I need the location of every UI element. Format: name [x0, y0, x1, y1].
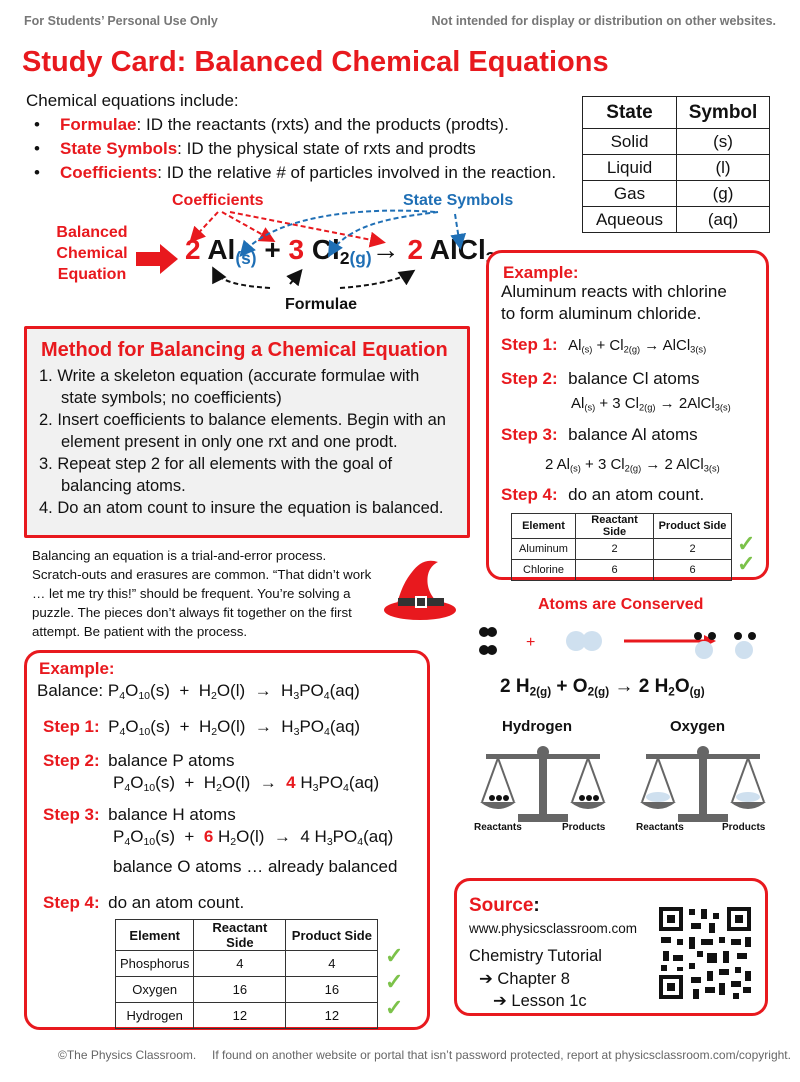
page-title: Study Card: Balanced Chemical Equations	[22, 46, 609, 78]
table-row: Gas (g)	[583, 181, 770, 207]
atom-count-table: Element Reactant Side Product Side Phosphorus 4 4 Oxygen 16 16 Hydrogen 12 12	[115, 919, 378, 1029]
header-right: Not intended for display or distribution on other websites.	[431, 14, 776, 28]
table-row: Oxygen 16 16	[116, 977, 378, 1003]
reactants-label: Reactants	[474, 822, 522, 833]
table-row: Hydrogen 12 12	[116, 1003, 378, 1029]
qr-code-icon[interactable]	[657, 905, 753, 1001]
example-step-3: Step 3: balance Al atoms	[501, 425, 698, 444]
table-header: Symbol	[677, 97, 770, 129]
example-heading: Example:	[39, 659, 115, 678]
method-steps	[39, 365, 459, 519]
header-left: For Students’ Personal Use Only	[24, 14, 218, 28]
formulae-label: Formulae	[285, 296, 358, 313]
state-symbols-label: State Symbols	[403, 192, 514, 209]
svg-text:+: +	[526, 634, 536, 651]
example-step-2: Step 2: balance P atoms	[43, 751, 235, 770]
witch-hat-icon	[382, 552, 458, 624]
example-balance-line: Balance: $P_4O_{10}(s) + H_2O(l) \to H_3PO_4(aq)$	[37, 681, 360, 702]
trial-and-error-note: Balancing an equation is a trial-and-error process. Scratch-outs and erasures are common. “That didn’t work … let me try this!” should be frequent. You’re solving a puzzle. The pieces don’t always fit together on the first attempt. Be patient with the process.	[32, 548, 372, 639]
coefficients-label: Coefficients	[172, 192, 264, 209]
example-phosphorus-panel	[24, 650, 430, 1030]
list-item: • Coefficients: ID the relative # of particles involved in the reaction.	[34, 161, 574, 185]
table-row: Chlorine 6 6	[512, 560, 732, 581]
check-icon: ✓	[385, 969, 404, 994]
table-row: Solid (s)	[583, 129, 770, 155]
products-label: Products	[562, 822, 606, 833]
table-header: State	[583, 97, 677, 129]
table-row: Phosphorus 4 4	[116, 951, 378, 977]
list-item: 1. Write a skeleton equation (accurate formulae with state symbols; no coefficients)	[39, 367, 420, 407]
molecule-diagram	[476, 624, 776, 664]
hydrogen-label: Hydrogen	[502, 718, 573, 735]
component-list	[34, 113, 574, 185]
source-tutorial: Chemistry Tutorial	[469, 947, 602, 965]
table-row: Aqueous (aq)	[583, 207, 770, 233]
source-chapter: ➔ Chapter 8	[479, 970, 570, 988]
balanced-equation: 2 $Al_{(s)} + 3$ $Cl_{2(g)}\to 2$ AlCl	[185, 234, 486, 268]
example-step-2-equation: $P_4O_{10}(s) + H_2O(l) \to 4$ $H_3PO_4(aq)$	[113, 773, 380, 794]
table-row: Liquid (l)	[583, 155, 770, 181]
example-step-4: Step 4: do an atom count.	[501, 485, 705, 504]
example-step-1: Step 1: $Al_{(s)} + Cl_{2(g)}$ → AlCl$_{3(s)}$	[501, 335, 707, 355]
check-icon: ✓	[737, 551, 756, 576]
example-step-2-equation: $Al_{(s)} + 3$ $Cl_{2(g)}$ → 2AlCl$_{3(s)}$	[571, 395, 731, 413]
example-step-3-note: balance O atoms … already balanced	[113, 857, 398, 876]
list-item: • State Symbols: ID the physical state of rxts and prodts	[34, 137, 574, 161]
source-heading: Source:	[469, 895, 540, 916]
method-title: Method for Balancing a Chemical Equation	[41, 339, 448, 361]
example-step-4: Step 4: do an atom count.	[43, 893, 245, 912]
check-icon: ✓	[385, 995, 404, 1020]
footer-notice: If found on another website or portal that isn’t password protected, report at physicsclassroom.com/copyright.	[212, 1048, 791, 1062]
list-item: 3. Repeat step 2 for all elements with the goal of balancing atoms.	[39, 455, 393, 495]
example-heading: Example:	[503, 263, 579, 282]
state-symbol-table	[582, 96, 770, 233]
oxygen-label: Oxygen	[670, 718, 726, 735]
source-url[interactable]: www.physicsclassroom.com	[469, 921, 638, 936]
list-item: 4. Do an atom count to insure the equation is balanced.	[39, 499, 444, 517]
intro-text: Chemical equations include:	[26, 91, 239, 110]
example-description: Aluminum reacts with chlorine to form aluminum chloride.	[501, 282, 727, 323]
example-step-2: Step 2: balance Cl atoms	[501, 369, 700, 388]
source-panel	[454, 878, 768, 1016]
example-step-1: Step 1: $P_4O_{10}(s) + H_2O(l) \to H_3PO_4(aq)$	[43, 717, 361, 738]
example-step-3: Step 3: balance H atoms	[43, 805, 236, 824]
footer-copyright: ©The Physics Classroom.	[58, 1048, 197, 1062]
method-panel	[24, 326, 470, 538]
check-icon: ✓	[737, 531, 756, 556]
equation-arrows	[150, 206, 490, 306]
products-label: Products	[722, 822, 766, 833]
atom-count-table: Element Reactant Side Product Side Aluminum 2 2 Chlorine 6 6	[511, 513, 732, 581]
example-step-3-equation: 2 $Al_{(s)} + 3$ $Cl_{2(g)} \to 2$ AlCl$_{3(s)}$	[545, 456, 720, 474]
atoms-conserved-title: Atoms are Conserved	[538, 596, 704, 613]
example-aluminum-panel	[486, 250, 769, 580]
balance-scale-icon	[478, 740, 608, 824]
balance-scale-icon	[638, 740, 768, 824]
example-step-3-equation: $P_4O_{10}(s) + 6$ $H_2O(l) \to 4$ $H_3PO_4(aq)$	[113, 827, 394, 848]
source-lesson: ➔ Lesson 1c	[493, 992, 587, 1010]
check-icon: ✓	[385, 943, 404, 968]
table-row: Aluminum 2 2	[512, 539, 732, 560]
reactants-label: Reactants	[636, 822, 684, 833]
balanced-equation-label: Balanced Chemical Equation	[56, 224, 128, 283]
list-item: 2. Insert coefficients to balance elements. Begin with an element present in only one rxt and one prodt.	[39, 411, 446, 451]
water-equation: 2 $H_{2(g)} + O_{2(g)} \to 2$ $H_2O_{(g)}$	[500, 676, 705, 699]
list-item: • Formulae: ID the reactants (rxts) and the products (prodts).	[34, 113, 574, 137]
